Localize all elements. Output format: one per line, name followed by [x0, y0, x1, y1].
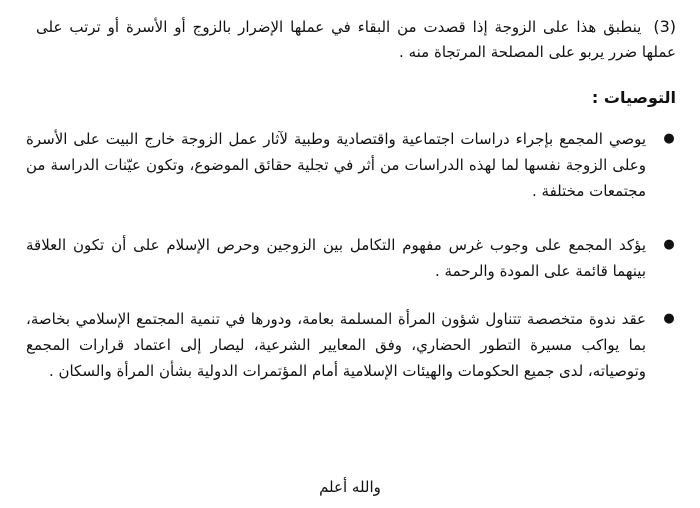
- recommendations-heading: التوصيات :: [591, 88, 676, 107]
- item-number: (3): [653, 17, 676, 36]
- item-3-paragraph: [36, 14, 676, 65]
- recommendation-item: [26, 306, 676, 384]
- bullet-icon: ●: [663, 237, 675, 252]
- closing-phrase: والله أعلم: [319, 478, 381, 496]
- recommendation-text: عقد ندوة متخصصة تتناول شؤون المرأة المسلمة بعامة، ودورها في تنمية المجتمع الإسلامي بخاصة، بما يواكب مسيرة التطور الحضاري، وفق المعايير الشرعية، ليصار إلى اعتماد قرارات المجمع وتوصياته، لدى جميع الحكومات والهيئات الإسلامية أمام المؤتمرات الدولية بشأن المرأة والسكان .: [26, 310, 646, 380]
- recommendation-text: يوصي المجمع بإجراء دراسات اجتماعية واقتصادية وطبية لآثار عمل الزوجة خارج البيت على الأسرة وعلى الزوجة نفسها لما لهذه الدراسات من أثر في تجلية حقائق الموضوع، وتكون عيّنات الدراسة من مجتمعات مختلفة .: [26, 130, 646, 200]
- recommendation-item: [26, 126, 676, 204]
- bullet-icon: ●: [663, 311, 675, 326]
- recommendation-item: [26, 232, 676, 284]
- recommendation-text: يؤكد المجمع على وجوب غرس مفهوم التكامل بين الزوجين وحرص الإسلام على أن تكون العلاقة بينهما قائمة على المودة والرحمة .: [26, 236, 646, 280]
- item-3-text: ينطبق هذا على الزوجة إذا قصدت من البقاء في عملها الإضرار بالزوج أو الأسرة أو ترتب على عملها ضرر يربو على المصلحة المرتجاة منه .: [36, 18, 676, 61]
- bullet-icon: ●: [663, 131, 675, 146]
